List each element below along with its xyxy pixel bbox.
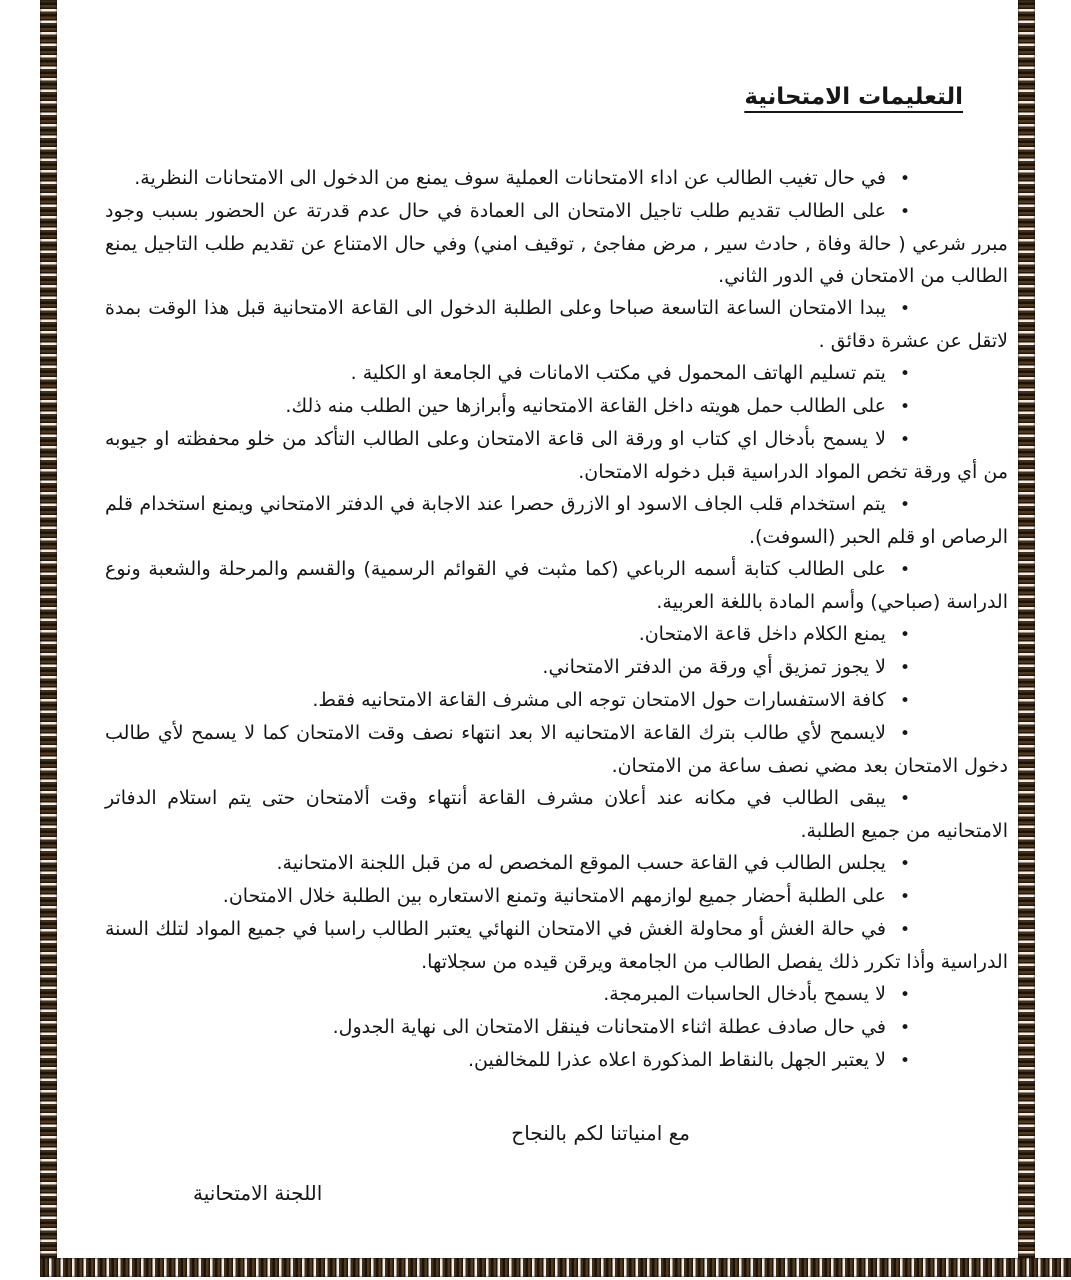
instruction-item <box>105 488 1008 553</box>
instruction-text: كافة الاستفسارات حول الامتحان توجه الى مشرف القاعة الامتحانيه فقط. <box>312 689 886 711</box>
bullet-marker-icon: • <box>899 1018 910 1038</box>
instruction-text: في حال تغيب الطالب عن اداء الامتحانات العملية سوف يمنع من الدخول الى الامتحانات النظرية. <box>134 167 886 189</box>
bullet-marker-icon: • <box>899 789 910 809</box>
instructions-list <box>105 162 1008 1077</box>
instruction-item <box>105 357 1008 390</box>
bullet-marker-icon: • <box>899 920 910 940</box>
instruction-item <box>105 618 1008 651</box>
bullet-marker-icon: • <box>899 887 910 907</box>
bullet-marker-icon: • <box>899 625 910 645</box>
instruction-text: لا يجوز تمزيق أي ورقة من الدفتر الامتحاني. <box>542 656 886 678</box>
instruction-item <box>105 880 1008 913</box>
committee-signature: اللجنة الامتحانية <box>193 1181 323 1205</box>
instruction-text: لا يعتبر الجهل بالنقاط المذكورة اعلاه عذرا للمخالفين. <box>467 1049 886 1071</box>
document-content <box>105 0 1008 1209</box>
bullet-marker-icon: • <box>899 430 910 450</box>
instruction-text: على الطلبة أحضار جميع لوازمهم الامتحانية وتمنع الاستعاره بين الطلبة خلال الامتحان. <box>222 885 886 907</box>
instruction-text: على الطالب حمل هويته داخل القاعة الامتحانيه وأبرازها حين الطلب منه ذلك. <box>285 395 886 417</box>
instruction-item <box>105 1044 1008 1077</box>
instruction-item <box>105 684 1008 717</box>
instruction-item <box>105 717 1008 782</box>
instruction-item <box>105 162 1008 195</box>
bullet-marker-icon: • <box>899 691 910 711</box>
instruction-item <box>105 390 1008 423</box>
instruction-text: لا يسمح بأدخال اي كتاب او ورقة الى قاعة الامتحان وعلى الطالب التأكد من خلو محفظته او جيوبه من أي ورقة تخص المواد الدراسية قبل دخوله الامتحان. <box>105 428 1008 483</box>
instruction-text: يمنع الكلام داخل قاعة الامتحان. <box>638 623 886 645</box>
instruction-text: في حالة الغش أو محاولة الغش في الامتحان النهائي يعتبر الطالب راسبا في جميع المواد لتلك السنة الدراسية وأذا تكرر ذلك يفصل الطالب من الجامعة ويرقن قيده من سجلاتها. <box>105 918 1008 973</box>
instruction-item <box>105 423 1008 488</box>
bullet-marker-icon: • <box>899 560 910 580</box>
instruction-item <box>105 913 1008 978</box>
instruction-text: على الطالب كتابة أسمه الرباعي (كما مثبت في القوائم الرسمية) والقسم والمرحلة والشعبة ونوع الدراسة (صباحي) وأسم المادة باللغة العربية. <box>105 558 1008 613</box>
instruction-item <box>105 847 1008 880</box>
decorative-border-right-icon <box>1018 0 1035 1277</box>
bullet-marker-icon: • <box>899 202 910 222</box>
bullet-marker-icon: • <box>899 299 910 319</box>
decorative-border-left-icon <box>40 0 57 1277</box>
closing-wishes: مع امنياتنا لكم بالنجاح <box>511 1121 690 1145</box>
instruction-item <box>105 1011 1008 1044</box>
instruction-text: لايسمح لأي طالب بترك القاعة الامتحانيه الا بعد انتهاء نصف وقت الامتحان كما لا يسمح لأي طالب دخول الامتحان بعد مضي نصف ساعة من الامتحان. <box>105 722 1008 777</box>
instruction-text: لا يسمح بأدخال الحاسبات المبرمجة. <box>603 983 886 1005</box>
instruction-text: على الطالب تقديم طلب تاجيل الامتحان الى العمادة في حال عدم قدرتة عن الحضور بسبب وجود مبرر شرعي ( حالة وفاة , حادث سير , مرض مفاجئ , توقيف امني) وفي حال الامتناع عن تقديم طلب التاجيل يمنع الطالب من الامتحان في الدور الثاني. <box>105 200 1008 287</box>
instruction-item <box>105 782 1008 847</box>
decorative-border-bottom-icon <box>40 1258 1071 1277</box>
bullet-marker-icon: • <box>899 985 910 1005</box>
instruction-text: يتم استخدام قلب الجاف الاسود او الازرق حصرا عند الاجابة في الدفتر الامتحاني ويمنع استخدام قلم الرصاص او قلم الحبر (السوفت). <box>105 493 1008 548</box>
bullet-marker-icon: • <box>899 854 910 874</box>
instruction-text: يبقى الطالب في مكانه عند أعلان مشرف القاعة أنتهاء وقت ألامتحان حتى يتم استلام الدفاتر الامتحانيه من جميع الطلبة. <box>105 787 1008 842</box>
instruction-item <box>105 292 1008 357</box>
bullet-marker-icon: • <box>899 495 910 515</box>
bullet-marker-icon: • <box>899 397 910 417</box>
instruction-item <box>105 651 1008 684</box>
bullet-marker-icon: • <box>899 658 910 678</box>
instruction-item <box>105 553 1008 618</box>
bullet-marker-icon: • <box>899 1051 910 1071</box>
page-title: التعليمات الامتحانية <box>744 84 963 110</box>
bullet-marker-icon: • <box>899 364 910 384</box>
instruction-item <box>105 195 1008 292</box>
instruction-text: يتم تسليم الهاتف المحمول في مكتب الامانات في الجامعة او الكلية . <box>350 362 886 384</box>
instruction-text: في حال صادف عطلة اثناء الامتحانات فينقل الامتحان الى نهاية الجدول. <box>332 1016 886 1038</box>
bullet-marker-icon: • <box>899 724 910 744</box>
instruction-item <box>105 978 1008 1011</box>
instruction-text: يجلس الطالب في القاعة حسب الموقع المخصص له من قبل اللجنة الامتحانية. <box>276 852 886 874</box>
instruction-text: يبدا الامتحان الساعة التاسعة صباحا وعلى الطلبة الدخول الى القاعة الامتحانية قبل هذا الوقت بمدة لاتقل عن عشرة دقائق . <box>105 297 1008 352</box>
bullet-marker-icon: • <box>899 169 910 189</box>
